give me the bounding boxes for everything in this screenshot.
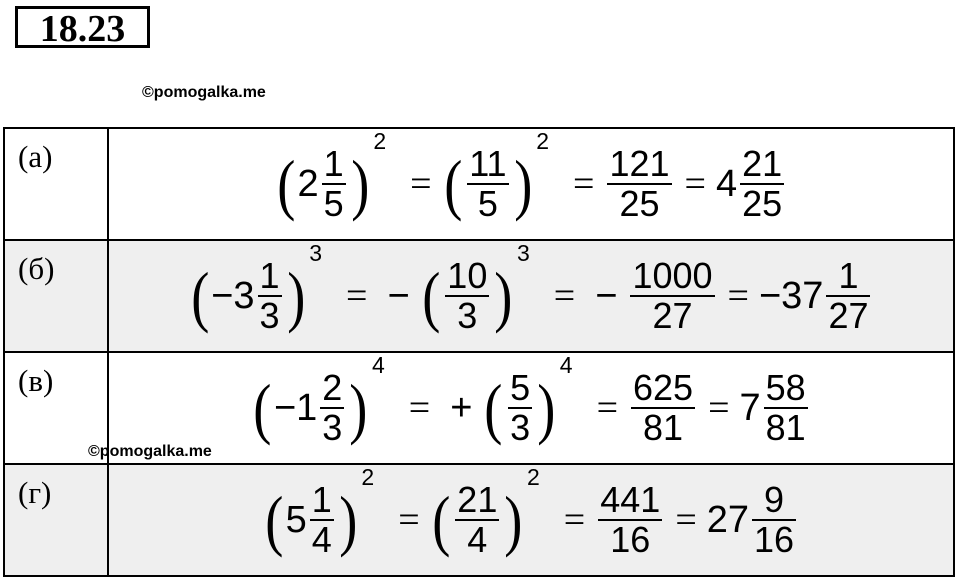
numerator: 2 [322, 367, 343, 408]
watermark-middle: ©pomogalka.me [88, 443, 212, 460]
denominator: 4 [311, 519, 332, 560]
answer-whole: 7 [739, 387, 761, 429]
equals-sign: = [398, 499, 420, 541]
exponent: 2 [373, 128, 387, 154]
left-paren: ( [277, 146, 296, 222]
denominator: 81 [643, 407, 684, 448]
numerator: 1000 [632, 255, 713, 296]
solution-row [4, 464, 954, 576]
denominator: 3 [510, 407, 531, 448]
right-paren: ) [339, 482, 358, 558]
numerator: 1 [311, 479, 332, 520]
denominator: 3 [322, 407, 343, 448]
numerator: 58 [765, 367, 806, 408]
mixed-whole: 1 [296, 387, 318, 429]
result-fraction [607, 143, 671, 224]
right-paren: ) [286, 258, 305, 334]
denominator: 25 [619, 183, 660, 224]
answer-fraction [826, 255, 870, 336]
problem-number: 18.23 [39, 8, 126, 50]
improper-sign: − [387, 275, 410, 317]
equals-sign: = [563, 499, 586, 541]
equals-sign: = [410, 163, 432, 205]
answer-whole: 4 [715, 163, 738, 205]
mixed-whole: 2 [297, 163, 319, 205]
row-label: (б) [18, 251, 55, 286]
denominator: 27 [652, 295, 693, 336]
right-paren: ) [349, 370, 368, 446]
result-fraction [631, 367, 695, 448]
improper-fraction [508, 367, 532, 448]
mixed-sign: − [211, 275, 234, 317]
mixed-whole: 3 [233, 275, 255, 317]
denominator: 81 [765, 407, 806, 448]
denominator: 25 [742, 183, 783, 224]
mixed-fraction [258, 255, 282, 336]
equals-sign: = [346, 275, 368, 317]
solution-table [3, 127, 955, 577]
numerator: 121 [609, 143, 670, 184]
numerator: 11 [469, 143, 507, 184]
numerator: 441 [600, 479, 661, 520]
answer-fraction [764, 367, 808, 448]
denominator: 3 [259, 295, 280, 336]
row-label: (в) [18, 363, 54, 398]
exponent: 3 [309, 240, 322, 266]
numerator: 1 [323, 143, 344, 184]
improper-fraction [467, 143, 508, 224]
equation [275, 128, 787, 224]
mixed-sign: − [273, 387, 297, 429]
result-fraction [630, 255, 714, 336]
improper-sign: + [450, 387, 473, 429]
expression-cell [108, 464, 954, 576]
equation [189, 240, 874, 336]
mixed-fraction [320, 367, 344, 448]
left-paren: ( [431, 482, 451, 558]
answer-fraction [740, 143, 784, 224]
equals-sign: = [684, 163, 706, 205]
answer-whole: 27 [706, 499, 750, 541]
left-paren: ( [190, 258, 209, 334]
equals-sign: = [708, 387, 730, 429]
numerator: 21 [742, 143, 783, 184]
denominator: 3 [457, 295, 478, 336]
equals-sign: = [573, 163, 595, 205]
equals-sign: = [727, 275, 749, 317]
equation [251, 352, 810, 448]
right-paren: ) [504, 482, 523, 558]
denominator: 16 [610, 519, 651, 560]
numerator: 9 [764, 479, 785, 520]
result-sign: − [595, 275, 618, 317]
mixed-fraction [310, 479, 334, 560]
exponent: 2 [527, 464, 540, 490]
denominator: 16 [754, 519, 795, 560]
left-paren: ( [265, 482, 284, 558]
answer-fraction [752, 479, 796, 560]
row-label-cell [4, 128, 108, 240]
left-paren: ( [484, 370, 503, 446]
denominator: 4 [467, 519, 488, 560]
row-label: (г) [18, 475, 52, 510]
improper-fraction [445, 255, 489, 336]
left-paren: ( [421, 258, 441, 334]
denominator: 27 [828, 295, 869, 336]
exponent: 4 [559, 352, 573, 378]
solution-row [4, 128, 954, 240]
result-fraction [598, 479, 662, 560]
exponent: 2 [536, 128, 550, 154]
expression-cell [108, 128, 954, 240]
numerator: 21 [457, 479, 498, 520]
numerator: 625 [633, 367, 694, 408]
answer-whole: −37 [758, 275, 824, 317]
right-paren: ) [513, 146, 532, 222]
watermark-top: ©pomogalka.me [142, 84, 266, 101]
exponent: 3 [517, 240, 530, 266]
denominator: 5 [477, 183, 498, 224]
denominator: 5 [323, 183, 344, 224]
expression-cell [108, 352, 954, 464]
numerator: 5 [510, 367, 531, 408]
expression-cell [108, 240, 954, 352]
numerator: 10 [447, 255, 488, 296]
exponent: 2 [361, 464, 375, 490]
left-paren: ( [253, 370, 272, 446]
equation [263, 464, 799, 560]
exponent: 4 [371, 352, 385, 378]
right-paren: ) [494, 258, 513, 334]
numerator: 1 [838, 255, 859, 296]
mixed-whole: 5 [285, 499, 307, 541]
mixed-fraction [322, 143, 346, 224]
row-label: (а) [18, 139, 53, 174]
equals-sign: = [408, 387, 431, 429]
equals-sign: = [596, 387, 618, 429]
right-paren: ) [350, 146, 370, 222]
left-paren: ( [443, 146, 462, 222]
improper-fraction [455, 479, 499, 560]
row-label-cell [4, 464, 108, 576]
equals-sign: = [675, 499, 697, 541]
solution-row [4, 240, 954, 352]
equals-sign: = [553, 275, 576, 317]
numerator: 1 [259, 255, 280, 296]
row-label-cell [4, 240, 108, 352]
problem-number-box [15, 6, 150, 48]
right-paren: ) [537, 370, 556, 446]
